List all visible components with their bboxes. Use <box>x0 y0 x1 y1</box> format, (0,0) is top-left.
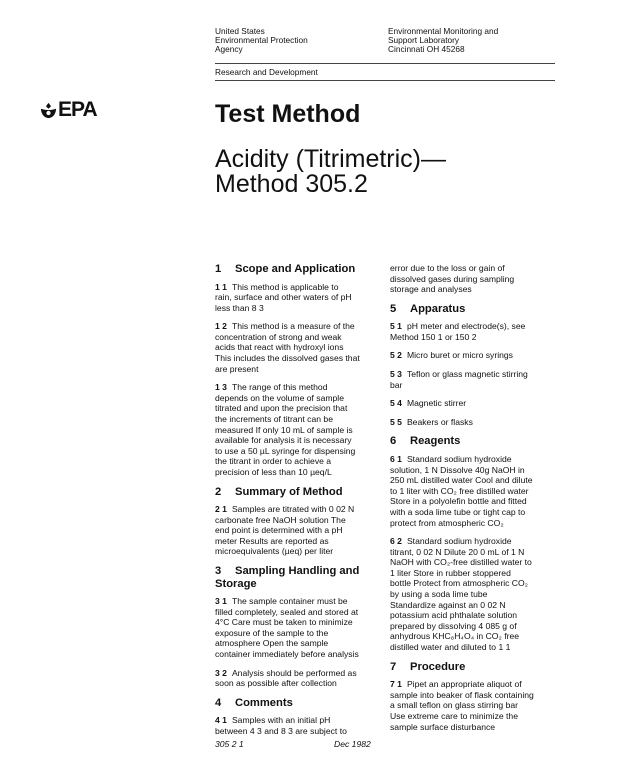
section-number: 7 1 <box>390 679 402 690</box>
lab-line: Support Laboratory <box>388 35 460 45</box>
section-heading <box>215 697 393 710</box>
text-line <box>390 369 568 380</box>
line-text: titrated and upon the precision that <box>215 403 348 414</box>
line-text: between 4 3 and 8 3 are subject to <box>215 725 347 736</box>
section-number: 5 3 <box>390 369 402 380</box>
right-column <box>390 263 568 740</box>
text-line <box>215 321 393 332</box>
line-text: pH meter and electrode(s), see <box>406 321 526 332</box>
text-line <box>390 303 568 316</box>
agency-line: United States <box>215 26 265 36</box>
section-number: 7 <box>390 660 397 673</box>
paragraph <box>215 321 393 374</box>
line-text: Sampling Handling and <box>235 565 360 578</box>
text-line <box>390 332 568 343</box>
agency-block <box>215 27 308 54</box>
section-number: 5 5 <box>390 416 402 427</box>
text-line <box>390 661 568 674</box>
section-number: 5 1 <box>390 321 402 332</box>
text-line <box>390 589 568 600</box>
line-text: Standardize against an 0 02 N <box>390 599 506 610</box>
line-text: Summary of Method <box>235 485 343 498</box>
line-text: container immediately before analysis <box>215 649 359 660</box>
paragraph <box>390 417 568 428</box>
line-text: concentration of strong and weak <box>215 331 342 342</box>
text-line <box>390 486 568 497</box>
line-text: prepared by dissolving 4 085 g of <box>390 620 517 631</box>
text-line <box>215 525 393 536</box>
line-text: Comments <box>235 696 293 709</box>
paragraph <box>215 504 393 557</box>
line-text: Store in a polyolefin bottle and fitted <box>390 496 527 507</box>
text-line <box>215 726 393 737</box>
line-text: are present <box>215 363 259 374</box>
text-line <box>390 621 568 632</box>
line-text: by using a soda lime tube <box>390 589 488 600</box>
title-line: Method 305.2 <box>215 170 368 198</box>
line-text: 250 mL distilled water Cool and dilute <box>390 475 533 486</box>
line-text: Reagents <box>410 435 461 448</box>
line-text: the titrant in order to achieve a <box>215 456 332 467</box>
agency-line: Agency <box>215 44 243 54</box>
text-line <box>215 578 393 591</box>
text-line <box>390 610 568 621</box>
text-line <box>390 417 568 428</box>
text-line <box>390 507 568 518</box>
line-text: Magnetic stirrer <box>406 398 467 409</box>
section-number: 1 <box>215 263 222 275</box>
line-text: The sample container must be <box>231 596 348 607</box>
section-number: 6 1 <box>390 453 402 464</box>
text-line <box>390 274 568 285</box>
text-line <box>390 700 568 711</box>
section-number: 5 2 <box>390 350 402 361</box>
section-heading <box>215 565 393 590</box>
text-line <box>390 321 568 332</box>
line-text: Storage <box>215 577 257 590</box>
line-text: storage and analyses <box>390 284 472 295</box>
text-line <box>390 380 568 391</box>
agency-line: Environmental Protection <box>215 35 308 45</box>
text-line <box>390 690 568 701</box>
line-text: Micro buret or micro syrings <box>406 350 513 361</box>
text-line <box>390 547 568 558</box>
section-number: 5 <box>390 302 397 315</box>
text-line <box>390 454 568 465</box>
line-text: Apparatus <box>410 302 466 315</box>
text-line <box>215 504 393 515</box>
line-text: sample surface disturbance <box>390 721 496 732</box>
line-text: measured If only 10 mL of sample is <box>215 424 353 435</box>
line-text: a small teflon on glass stirring bar <box>390 700 519 711</box>
line-text: to 1 liter with CO₂ free distilled water <box>390 485 529 496</box>
header-rule <box>215 80 555 81</box>
line-text: precision of less than 10 µeq/L <box>215 467 332 477</box>
text-line <box>215 486 393 499</box>
text-line <box>390 435 568 448</box>
epa-logo <box>40 98 97 122</box>
section-heading <box>215 486 393 499</box>
title-line: Acidity (Titrimetric)— <box>215 145 447 173</box>
line-text: Pipet an appropriate aliquot of <box>406 679 522 690</box>
paragraph <box>215 715 393 736</box>
line-text: Beakers or flasks <box>406 416 473 427</box>
line-text: This method is a measure of the <box>231 321 355 332</box>
section-number: 4 <box>215 696 222 709</box>
line-text: less than 8 3 <box>215 302 264 313</box>
text-line <box>215 332 393 343</box>
text-line <box>215 435 393 446</box>
text-line <box>390 518 568 529</box>
line-text: atmosphere Open the sample <box>215 638 329 649</box>
text-line <box>390 557 568 568</box>
text-line <box>215 263 393 276</box>
paragraph <box>390 263 568 295</box>
header-rule <box>215 63 555 64</box>
paragraph <box>390 536 568 653</box>
paragraph <box>215 668 393 689</box>
text-line <box>215 425 393 436</box>
left-column <box>215 263 393 745</box>
line-text: bar <box>390 379 403 390</box>
section-heading <box>390 435 568 448</box>
line-text: rain, surface and other waters of pH <box>215 292 352 303</box>
lab-line: Environmental Monitoring and <box>388 26 499 36</box>
text-line <box>215 715 393 726</box>
text-line <box>215 515 393 526</box>
line-text: solution, 1 N Dissolve 40g NaOH in <box>390 464 525 475</box>
line-text: distilled water and diluted to 1 1 <box>390 642 511 653</box>
section-number: 6 <box>390 435 397 448</box>
text-line <box>390 722 568 733</box>
paragraph <box>390 398 568 409</box>
text-line <box>215 565 393 578</box>
text-line <box>215 697 393 710</box>
line-text: 4°C Care must be taken to minimize <box>215 617 353 628</box>
line-text: NaOH with CO₂-free distilled water to <box>390 557 532 568</box>
line-text: filled completely, sealed and stored at <box>215 606 359 617</box>
text-line <box>390 711 568 722</box>
text-line <box>215 446 393 457</box>
paragraph <box>215 382 393 477</box>
text-line <box>215 414 393 425</box>
paragraph <box>390 350 568 361</box>
text-line <box>390 465 568 476</box>
text-line <box>390 600 568 611</box>
line-text: dissolved gases during sampling <box>390 273 515 284</box>
paragraph <box>215 596 393 660</box>
section-heading <box>390 303 568 316</box>
line-text: error due to the loss or gain of <box>390 263 505 273</box>
text-line <box>215 536 393 547</box>
paragraph <box>215 282 393 314</box>
line-text: Method 150 1 or 150 2 <box>390 331 477 342</box>
section-number: 5 4 <box>390 398 402 409</box>
section-heading <box>215 263 393 276</box>
text-line <box>390 350 568 361</box>
text-line <box>390 398 568 409</box>
text-line <box>215 342 393 353</box>
line-text: acids that react with hydroxyl ions <box>215 342 344 353</box>
line-text: Standard sodium hydroxide <box>406 453 512 464</box>
line-text: carbonate free NaOH solution The <box>215 514 346 525</box>
paragraph <box>390 369 568 390</box>
text-line <box>215 282 393 293</box>
line-text: microequivalents (µeq) per liter <box>215 546 334 557</box>
epa-logo-text: EPA <box>58 98 97 121</box>
lab-block <box>388 27 498 54</box>
line-text: depends on the volume of sample <box>215 392 344 403</box>
text-line <box>215 382 393 393</box>
section-number: 1 2 <box>215 321 227 332</box>
text-line <box>215 668 393 679</box>
line-text: The range of this method <box>231 382 328 393</box>
line-text: potassium acid phthalate solution <box>390 610 518 621</box>
text-line <box>215 364 393 375</box>
paragraph <box>390 454 568 528</box>
text-line <box>215 596 393 607</box>
line-text: end point is determined with a pH <box>215 525 343 536</box>
section-number: 3 <box>215 565 222 578</box>
line-text: Samples with an initial pH <box>231 715 331 726</box>
text-line <box>215 292 393 303</box>
text-line <box>215 546 393 557</box>
text-line <box>390 536 568 547</box>
text-line <box>215 353 393 364</box>
line-text: This method is applicable to <box>231 281 339 292</box>
footer-page-id: 305 2 1 <box>215 739 244 749</box>
line-text: Samples are titrated with 0 02 N <box>231 504 355 515</box>
footer-date: Dec 1982 <box>334 739 371 749</box>
text-line <box>390 263 568 274</box>
text-line <box>215 607 393 618</box>
line-text: 1 liter Store in rubber stoppered <box>390 567 511 578</box>
text-line <box>390 642 568 653</box>
division-label: Research and Development <box>215 67 318 77</box>
paragraph <box>390 679 568 732</box>
text-line <box>215 303 393 314</box>
text-line <box>215 393 393 404</box>
section-number: 4 1 <box>215 715 227 726</box>
line-text: available for analysis it is necessary <box>215 435 352 446</box>
text-line <box>390 568 568 579</box>
line-text: Scope and Application <box>235 263 356 275</box>
text-line <box>215 456 393 467</box>
line-text: This includes the dissolved gases that <box>215 353 360 364</box>
doc-type-heading: Test Method <box>215 100 361 128</box>
line-text: exposure of the sample to the <box>215 627 329 638</box>
section-number: 3 1 <box>215 596 227 607</box>
section-number: 3 2 <box>215 667 227 678</box>
epa-flower-icon <box>40 102 57 119</box>
text-line <box>390 578 568 589</box>
text-line <box>215 617 393 628</box>
line-text: Use extreme care to minimize the <box>390 710 518 721</box>
section-number: 2 1 <box>215 504 227 515</box>
line-text: Standard sodium hydroxide <box>406 536 512 547</box>
section-number: 1 3 <box>215 382 227 393</box>
line-text: Procedure <box>410 660 466 673</box>
text-line <box>215 678 393 689</box>
lab-line: Cincinnati OH 45268 <box>388 44 465 54</box>
section-number: 2 <box>215 485 222 498</box>
line-text: with a soda lime tube or tight cap to <box>390 506 526 517</box>
text-line <box>215 638 393 649</box>
section-number: 1 1 <box>215 281 227 292</box>
section-number: 6 2 <box>390 536 402 547</box>
document-title <box>215 147 446 197</box>
line-text: Analysis should be performed as <box>231 667 357 678</box>
line-text: titrant, 0 02 N Dilute 20 0 mL of 1 N <box>390 546 525 557</box>
text-line <box>215 649 393 660</box>
text-line <box>390 631 568 642</box>
line-text: the increments of titrant can be <box>215 414 333 425</box>
line-text: soon as possible after collection <box>215 678 337 689</box>
line-text: sample into beaker of flask containing <box>390 689 534 700</box>
line-text: to use a 50 µL syringe for dispensing <box>215 445 356 456</box>
text-line <box>215 403 393 414</box>
paragraph <box>390 321 568 342</box>
text-line <box>390 475 568 486</box>
text-line <box>390 496 568 507</box>
line-text: Teflon or glass magnetic stirring <box>406 369 528 380</box>
text-line <box>390 679 568 690</box>
text-line <box>215 628 393 639</box>
text-line <box>390 284 568 295</box>
line-text: bottle Protect from atmospheric CO₂ <box>390 578 529 589</box>
section-heading <box>390 661 568 674</box>
line-text: anhydrous KHC₈H₄O₄ in CO₂ free <box>390 631 520 642</box>
line-text: meter Results are reported as <box>215 535 329 546</box>
text-line <box>215 467 393 478</box>
line-text: protect from atmospheric CO₂ <box>390 517 504 528</box>
